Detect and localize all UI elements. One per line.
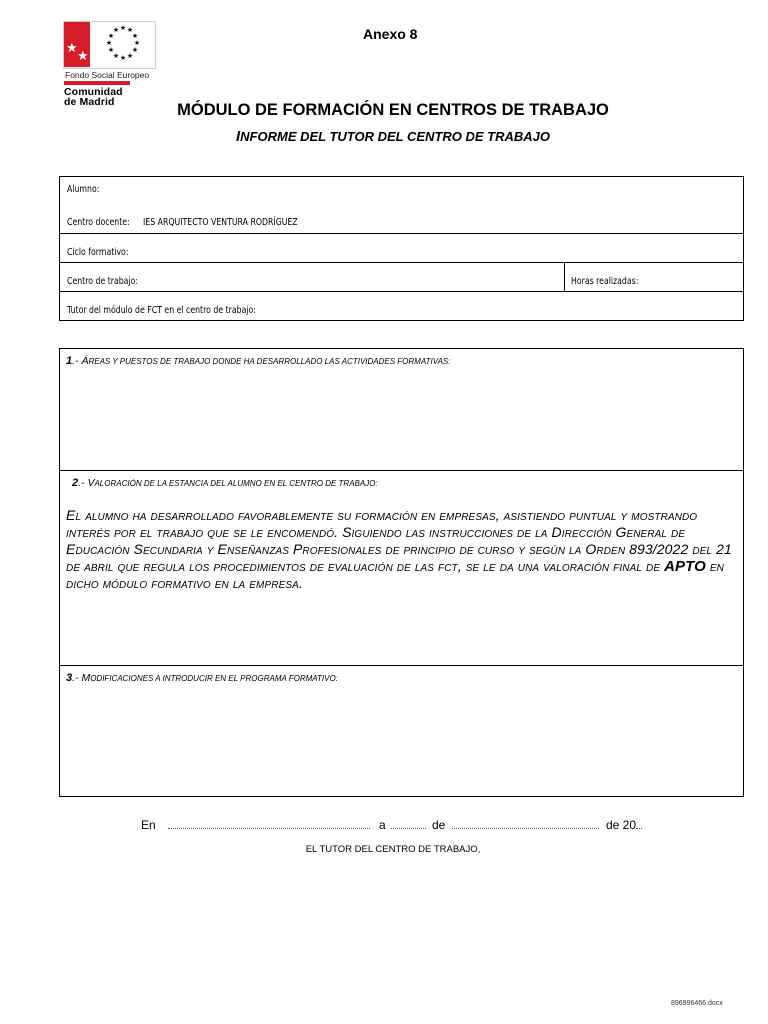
svg-text:★: ★ [131, 46, 139, 54]
student-info-table [59, 176, 744, 321]
tutor-signature-label: EL TUTOR DEL CENTRO DE TRABAJO, [305, 844, 481, 855]
page-subtitle [0, 128, 768, 145]
section-1-text: REAS Y PUESTOS DE TRABAJO DONDE HA DESARROLLADO LAS ACTIVIDADES FORMATIVAS: [88, 357, 451, 366]
svg-text:★: ★ [126, 52, 134, 60]
subtitle-rest: NFORME DEL TUTOR DEL CENTRO DE TRABAJO [240, 129, 551, 144]
year-blank [636, 828, 642, 829]
year-label: de 20 [606, 818, 637, 832]
month-label: de [432, 818, 446, 832]
svg-text:★: ★ [107, 32, 115, 40]
column-divider [564, 262, 565, 291]
tutor-label: Tutor del módulo de FCT en el centro de trabajo: [67, 305, 256, 316]
day-blank [391, 828, 426, 829]
apto-grade: APTO [664, 558, 706, 575]
section-3-number: 3 [66, 672, 73, 684]
row-divider [60, 262, 743, 263]
section-3-initial: .- M [72, 672, 91, 684]
row-divider [60, 291, 743, 292]
month-blank [452, 828, 599, 829]
section-divider [60, 470, 743, 471]
svg-text:★: ★ [105, 39, 113, 47]
section-2-initial: .- V [78, 477, 95, 489]
section-3-heading [66, 672, 338, 684]
section-2-body [66, 507, 738, 592]
section-2-body-after: en dicho módulo formativo en la empresa. [66, 558, 724, 591]
annex-label: Anexo 8 [363, 26, 418, 42]
section-2-number: 2 [72, 477, 79, 489]
page-title: MÓDULO DE FORMACIÓN EN CENTROS DE TRABAJO [177, 101, 609, 119]
report-sections-box [59, 348, 744, 797]
row-divider [60, 233, 743, 234]
section-3-text: ODIFICACIONES A INTRODUCIR EN EL PROGRAMA FORMATIVO: [90, 674, 338, 683]
cm-line1: Comunidad [64, 86, 123, 98]
place-label: En [141, 818, 156, 832]
svg-text:★: ★ [131, 32, 139, 40]
subtitle-initial: I [235, 128, 241, 145]
alumno-label: Alumno: [67, 184, 100, 195]
ciclo-label: Ciclo formativo: [67, 247, 129, 258]
cm-line2: de Madrid [64, 96, 115, 108]
svg-text:★: ★ [133, 39, 141, 47]
section-divider [60, 665, 743, 666]
madrid-flag-logo: ★ ★ [64, 22, 90, 67]
file-name: 896996466.docx [671, 1000, 723, 1007]
place-blank [168, 828, 370, 829]
centro-docente-label: Centro docente: [67, 217, 130, 228]
svg-text:★: ★ [119, 54, 127, 62]
svg-text:★: ★ [119, 24, 127, 32]
centro-docente-value: IES ARQUITECTO VENTURA RODRÍGUEZ [143, 217, 298, 228]
section-2-text: ALORACIÓN DE LA ESTANCIA DEL ALUMNO EN EL CENTRO DE TRABAJO: [94, 479, 378, 488]
section-2-heading [72, 477, 378, 489]
cm-red-bar [64, 81, 130, 85]
svg-text:★: ★ [112, 26, 120, 34]
section-1-heading [66, 355, 450, 367]
svg-text:★: ★ [112, 52, 120, 60]
centro-trabajo-label: Centro de trabajo: [67, 276, 139, 287]
fse-label: Fondo Social Europeo [65, 70, 150, 80]
section-2-body-before: El alumno ha desarrollado favorablemente su formación en empresas, asistiendo puntual y mostrando interés por el trabajo que se le encomendó. Siguiendo las instrucciones de la Dirección General de Educación Secundaria y Enseñanzas Profesionales de principio de curso y según la Orden 893/2022 del 21 de abril que regula los procedimientos de evaluación de las fct, se le da una valoración final de [66, 507, 732, 574]
svg-text:★: ★ [107, 46, 115, 54]
day-label: a [379, 818, 386, 832]
section-1-initial: .- Á [72, 355, 89, 367]
eu-stars-emblem [92, 22, 154, 67]
horas-label: Horas realizadas: [571, 276, 639, 287]
section-1-number: 1 [66, 355, 73, 367]
svg-text:★: ★ [126, 26, 134, 34]
